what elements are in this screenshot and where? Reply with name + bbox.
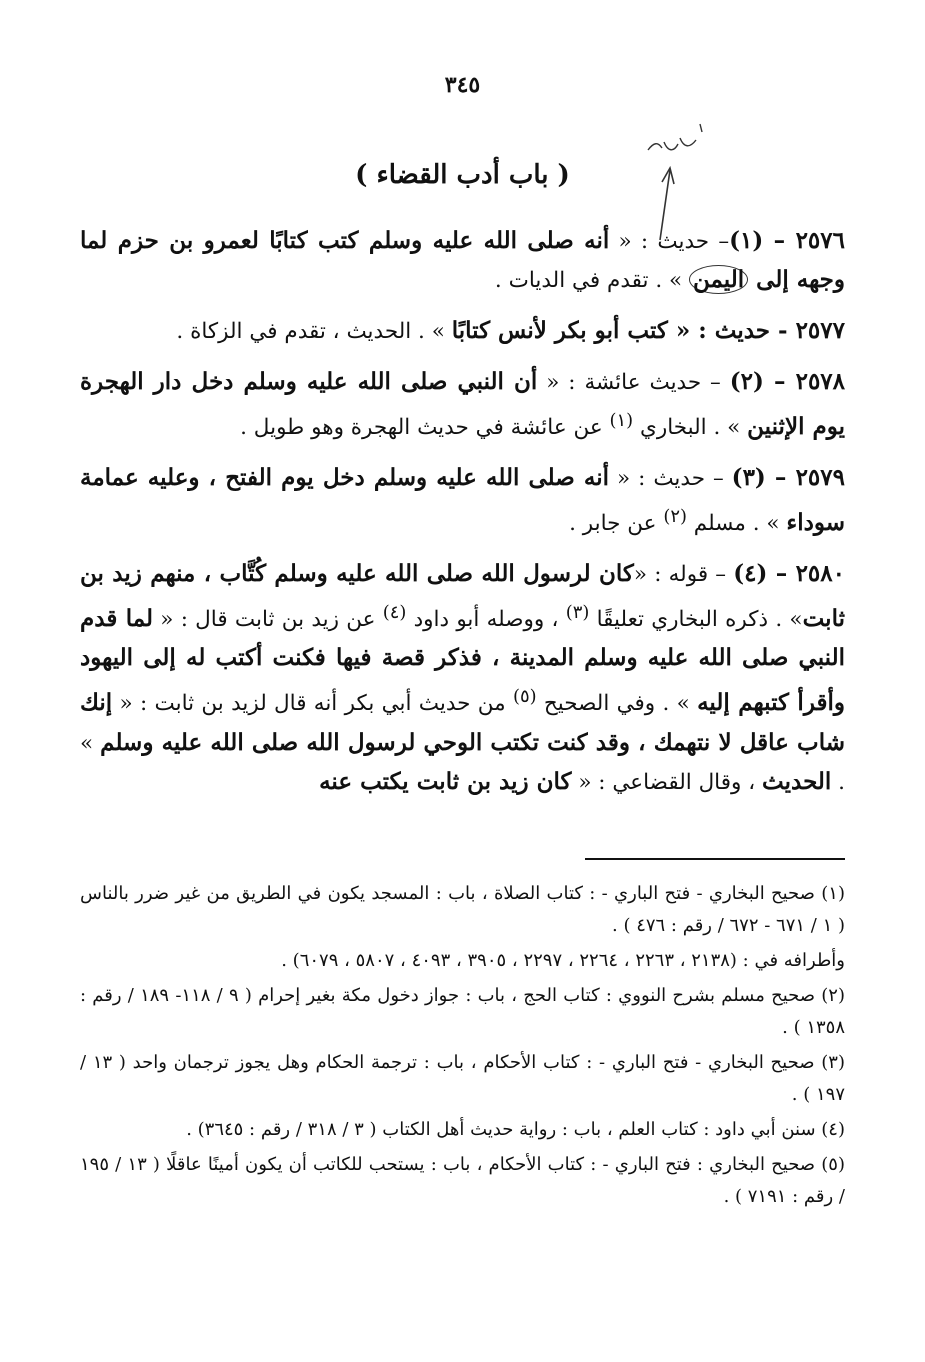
entry-text: ، ووصله أبو داود — [406, 607, 566, 633]
entry-text: » . مسلم — [686, 511, 787, 537]
entry-text: » . وفي الصحيح — [536, 691, 698, 717]
entry-2578 — [80, 363, 845, 447]
footnote-2: (٢) صحيح مسلم بشرح النووي : كتاب الحج ، باب : جواز دخول مكة بغير إحرام ( ٩ / ١١٨- ١٨٩ / رقم : ١٣٥٨ ) . — [80, 985, 845, 1038]
hadith-text: كتب أبو بكر لأنس كتابًا — [451, 317, 668, 344]
entry-2576 — [80, 222, 845, 300]
footnote-1-cross-refs: وأطرافه في : (٢١٣٨ ، ٢٢٦٣ ، ٢٢٦٤ ، ٢٢٩٧ ، ٣٩٠٥ ، ٤٠٩٣ ، ٥٨٠٧ ، ٦٠٧٩) . — [281, 950, 845, 971]
entry-text: عن عائشة في حديث الهجرة وهو طويل . — [240, 415, 610, 441]
entry-text: » . البخاري — [633, 415, 748, 441]
footnote-ref: (٣) — [565, 602, 590, 624]
entry-2577 — [80, 312, 845, 351]
footnote-1: (١) صحيح البخاري - فتح الباري - : كتاب الصلاة ، باب : المسجد يكون في الطريق من غير ضرر بالناس ( ١ / ٦٧١ - ٦٧٢ / رقم : ٤٧٦ ) . — [80, 883, 845, 936]
entry-text: من حديث أبي بكر أنه قال لزيد بن ثابت : « — [112, 691, 513, 717]
entry-text: » . الحديث ، تقدم في الزكاة . — [176, 319, 452, 344]
entry-text: عن جابر . — [569, 511, 664, 537]
circled-word: اليمن — [689, 265, 748, 294]
entry-2580 — [80, 555, 845, 801]
footnote-ref: (٥) — [512, 686, 537, 708]
footnote-4: (٤) سنن أبي داود : كتاب العلم ، باب : رواية حديث أهل الكتاب ( ٣ / ٣١٨ / رقم : ٣٦٤٥) . — [186, 1119, 845, 1140]
hadith-text: إنك شاب عاقل لا نتهمك ، وقد كنت تكتب الوحي لرسول الله صلى الله عليه وسلم — [80, 689, 845, 756]
chapter-title: ( باب أدب القضاء ) — [355, 160, 570, 190]
hadith-text: أنه صلى الله عليه وسلم كتب كتابًا لعمرو بن حزم لما وجهه إلى — [80, 227, 845, 293]
footnote-3: (٣) صحيح البخاري - فتح الباري - : كتاب الأحكام ، باب : ترجمة الحكام وهل يجوز ترجمان واحد ( ١٣ / ١٩٧ ) . — [80, 1052, 845, 1105]
hadith-text: أنه صلى الله عليه وسلم دخل يوم الفتح ، وعليه عمامة سوداء — [80, 464, 845, 537]
entry-text: عن زيد بن ثابت قال : « — [153, 607, 383, 633]
page-number: ٣٤٥ — [444, 72, 481, 98]
entry-number: ٢٥٨٠ – (٤) — [733, 560, 845, 588]
footnote-ref: (٢) — [663, 506, 687, 528]
footnote-5: (٥) صحيح البخاري : فتح الباري - : كتاب الأحكام ، باب : يستحب للكاتب أن يكون أمينًا عاقلًا ( ١٣ / ١٩٥ / رقم : ٧١٩١ ) . — [80, 1154, 845, 1207]
entry-text: ، وقال القضاعي : « — [571, 769, 763, 795]
entry-text: » . — [80, 730, 845, 795]
footnote-ref: (٤) — [382, 602, 407, 624]
hadith-text: كان زيد بن ثابت يكتب عنه — [319, 767, 572, 795]
entry-text: » . ذكره البخاري تعليقًا — [589, 607, 803, 633]
hadith-text: أن النبي صلى الله عليه وسلم دخل دار الهجرة يوم الإثنين — [80, 368, 845, 441]
entry-number: ٢٥٧٦ – (١) — [729, 227, 845, 254]
hadith-text: كان لرسول الله صلى الله عليه وسلم كُتَّاب ، منهم زيد بن ثابت — [80, 560, 845, 633]
entry-number: ٢٥٧٧ - حديث : « — [667, 317, 845, 344]
footnote-divider — [585, 858, 845, 860]
hadith-text: لما قدم النبي صلى الله عليه وسلم المدينة ، فذكر قصة فيها فكنت أكتب له إلى اليهود وأقرأ كتبهم إليه — [80, 605, 846, 717]
entry-text: » . تقدم في الديات . — [494, 268, 689, 293]
entry-2579 — [80, 459, 845, 543]
footnotes — [80, 878, 845, 1216]
entry-text: – حديث : « — [609, 466, 732, 492]
entry-text: – حديث عائشة : « — [537, 370, 730, 395]
entry-text: – قوله : « — [633, 562, 734, 588]
entry-text: – حديث : « — [609, 229, 730, 254]
main-text — [80, 222, 845, 814]
footnote-ref: (١) — [609, 410, 634, 431]
entry-number: ٢٥٧٩ – (٣) — [731, 464, 845, 492]
entry-number: ٢٥٧٨ – (٢) — [729, 368, 846, 395]
hadith-text: الحديث — [762, 767, 832, 795]
